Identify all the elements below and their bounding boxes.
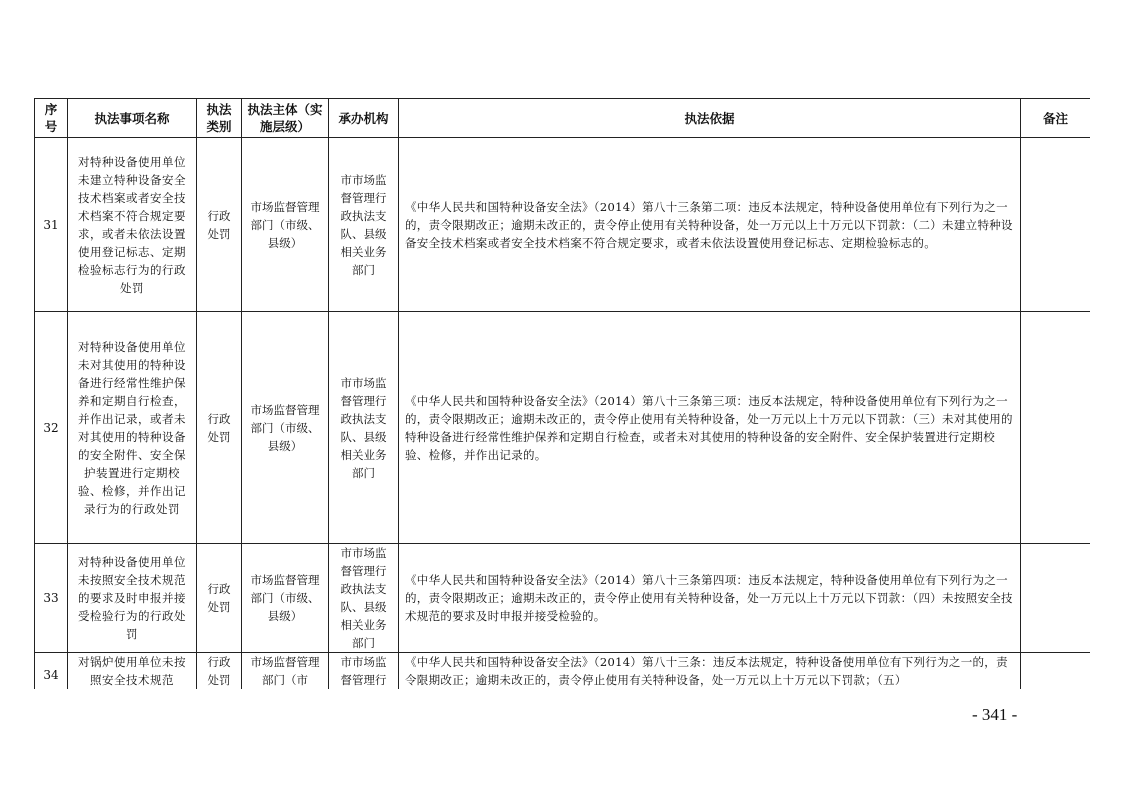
row-note bbox=[1021, 544, 1091, 653]
row-index: 31 bbox=[35, 138, 68, 312]
row-note bbox=[1021, 138, 1091, 312]
table-row bbox=[35, 653, 1091, 690]
row-note bbox=[1021, 312, 1091, 544]
row-category: 行政处罚 bbox=[197, 544, 242, 653]
regulation-table-sheet bbox=[34, 98, 1090, 689]
row-item-name: 对特种设备使用单位未按照安全技术规范的要求及时申报并接受检验行为的行政处罚 bbox=[68, 544, 197, 653]
row-index: 32 bbox=[35, 312, 68, 544]
row-index: 33 bbox=[35, 544, 68, 653]
header-basis: 执法依据 bbox=[399, 99, 1021, 138]
row-item-name: 对锅炉使用单位未按照安全技术规范 bbox=[68, 653, 197, 690]
row-subject: 市场监督管理部门（市级、县级） bbox=[242, 544, 329, 653]
row-agency: 市市场监督管理行 bbox=[329, 653, 399, 690]
enforcement-items-table bbox=[34, 98, 1090, 689]
table-header-row bbox=[35, 99, 1091, 138]
row-agency: 市市场监督管理行政执法支队、县级相关业务部门 bbox=[329, 138, 399, 312]
row-subject: 市场监督管理部门（市级、县级） bbox=[242, 312, 329, 544]
row-subject: 市场监督管理部门（市 bbox=[242, 653, 329, 690]
row-category: 行政处罚 bbox=[197, 138, 242, 312]
row-item-name: 对特种设备使用单位未建立特种设备安全技术档案或者安全技术档案不符合规定要求，或者未依法设置使用登记标志、定期检验标志行为的行政处罚 bbox=[68, 138, 197, 312]
row-category: 行政处罚 bbox=[197, 653, 242, 690]
header-category: 执法类别 bbox=[197, 99, 242, 138]
header-subject: 执法主体（实施层级） bbox=[242, 99, 329, 138]
header-item-name: 执法事项名称 bbox=[68, 99, 197, 138]
table-row bbox=[35, 312, 1091, 544]
header-agency: 承办机构 bbox=[329, 99, 399, 138]
row-agency: 市市场监督管理行政执法支队、县级相关业务部门 bbox=[329, 544, 399, 653]
row-item-name: 对特种设备使用单位未对其使用的特种设备进行经常性维护保养和定期自行检查，并作出记录，或者未对其使用的特种设备的安全附件、安全保护装置进行定期校验、检修，并作出记录行为的行政处罚 bbox=[68, 312, 197, 544]
row-basis: 《中华人民共和国特种设备安全法》（2014）第八十三条第四项：违反本法规定，特种设备使用单位有下列行为之一的，责令限期改正；逾期未改正的，责令停止使用有关特种设备，处一万元以上十万元以下罚款：（四）未按照安全技术规范的要求及时申报并接受检验的。 bbox=[399, 544, 1021, 653]
header-index: 序号 bbox=[35, 99, 68, 138]
row-basis: 《中华人民共和国特种设备安全法》（2014）第八十三条第三项：违反本法规定，特种设备使用单位有下列行为之一的，责令限期改正；逾期未改正的，责令停止使用有关特种设备，处一万元以上十万元以下罚款：（三）未对其使用的特种设备进行经常性维护保养和定期自行检查，或者未对其使用的特种设备的安全附件、安全保护装置进行定期校验、检修，并作出记录的。 bbox=[399, 312, 1021, 544]
table-row bbox=[35, 544, 1091, 653]
row-category: 行政处罚 bbox=[197, 312, 242, 544]
table-row bbox=[35, 138, 1091, 312]
row-subject: 市场监督管理部门（市级、县级） bbox=[242, 138, 329, 312]
row-basis: 《中华人民共和国特种设备安全法》（2014）第八十三条：违反本法规定，特种设备使用单位有下列行为之一的，责令限期改正；逾期未改正的，责令停止使用有关特种设备，处一万元以上十万元以下罚款；（五） bbox=[399, 653, 1021, 690]
header-note: 备注 bbox=[1021, 99, 1091, 138]
row-index: 34 bbox=[35, 653, 68, 690]
row-agency: 市市场监督管理行政执法支队、县级相关业务部门 bbox=[329, 312, 399, 544]
page-number: - 341 - bbox=[972, 705, 1018, 724]
row-basis: 《中华人民共和国特种设备安全法》（2014）第八十三条第二项：违反本法规定，特种设备使用单位有下列行为之一的，责令限期改正；逾期未改正的，责令停止使用有关特种设备，处一万元以上十万元以下罚款：（二）未建立特种设备安全技术档案或者安全技术档案不符合规定要求，或者未依法设置使用登记标志、定期检验标志的。 bbox=[399, 138, 1021, 312]
row-note bbox=[1021, 653, 1091, 690]
